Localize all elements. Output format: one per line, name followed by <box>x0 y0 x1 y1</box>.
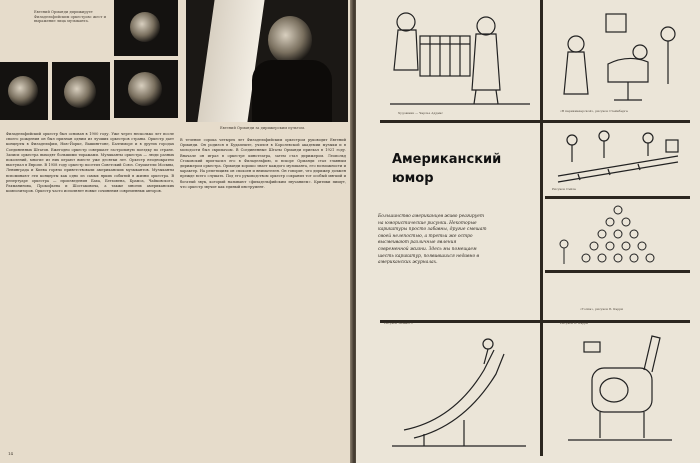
intro-text: Большинство американцев живо реагирует на юмористические рисунки. Некоторые карикатуры просто забавны, другие смешат своей нелепостью, а третьи же остро высмеивают различные явления современной жизни. Здесь мы помещаем шесть карикатур, появившихся недавно в американских журналах. <box>378 214 487 266</box>
cartoon-desk <box>380 0 538 112</box>
divider-top <box>380 120 690 123</box>
cartoon-caption-3: Рисунок Сэйла <box>552 187 576 191</box>
conductor-portrait <box>186 0 348 122</box>
cartoon-caption-2: «В парикмахерской», рисунок Стейнберга <box>560 109 628 113</box>
headline <box>392 150 502 190</box>
cartoon-caption-5: Рисунок Зеленого <box>384 321 413 325</box>
article-column-1: Филадельфийский оркестр был основан в 1900 году. Уже через несколько лет после своего рождения он был признан одним из лучших оркестров страны. Оркестр дает концерты в Филадельфии, Нью-Йорке, Вашингтоне, Балтиморе и в других городах Соединенных Штатов. Ежегодно оркестр совершает гастрольную поездку по стране. Записи оркестра выходят большими тиражами. Музыканты оркестра — люди разных поколений, многие из них играют вместе уже десятки лет. Оркестр неоднократно выступал в Европе. В 1958 году оркестр посетил Советский Союз. Слушатели Москвы, Ленинграда и Киева горячо приветствовали американских музыкантов. Музыканты вспоминают эти концерты как одно из самых ярких событий в жизни оркестра. В репертуаре оркестра — произведения Баха, Бетховена, Брамса, Чайковского, Рахманинова, Прокофьева и Шостаковича, а также многих американских композиторов. Оркестр часто исполняет новые сочинения современных авторов. <box>6 132 174 194</box>
cartoon-caption-1: Художник — Чарльз Аддамс <box>398 111 444 115</box>
divider-mid-1 <box>545 196 690 199</box>
headline-line-1: Американский <box>392 152 502 167</box>
conductor-photo-2 <box>114 60 178 118</box>
cartoon-giraffe <box>548 328 688 448</box>
page-number: 14 <box>8 451 14 456</box>
article-column-2: В течение сорока четырех лет Филадельфийским оркестром руководит Евгений Орманди. Он родился в Будапеште, учился в Королевской академии музыки и в молодости был скрипачом. В Соединенные Штаты Орманди приехал в 1921 году. Вначале он играл в оркестре кинотеатра, затем стал дирижером. Леопольд Стоковский пригласил его в Филадельфию, и вскоре Орманди стал главным дирижером оркестра. Орманди хорошо знает каждого музыканта, его возможности и характер. На репетициях он спокоен и внимателен. Он говорит, что дирижер должен прежде всего слушать. Под его руководством оркестр сохранил тот особый мягкий и богатый звук, который называют «филадельфийским звучанием». Критики пишут, что оркестр звучит как единый инструмент. <box>180 138 346 189</box>
cartoon-caption-4: «Толпа», рисунок Б. Кэрри <box>580 307 624 311</box>
cartoon-caption-6: Рисунок Б. Кэрри <box>560 321 589 325</box>
cartoon-railway <box>548 126 688 186</box>
conductor-photo-4 <box>52 62 110 120</box>
cartoon-ski-jump <box>384 330 534 448</box>
cartoon-barber <box>548 4 688 108</box>
photo-caption: Евгений Орманди за дирижерским пультом. <box>220 126 306 130</box>
divider-vertical <box>540 0 543 456</box>
cartoon-crowd <box>548 204 688 268</box>
top-caption: Евгений Орманди дирижирует Филадельфийским оркестром: жест и выражение лица музыканта. <box>34 10 106 24</box>
divider-mid-2 <box>545 270 690 273</box>
conductor-photo-1 <box>114 0 178 56</box>
conductor-photo-3 <box>0 62 48 120</box>
headline-line-2: юмор <box>392 171 434 186</box>
